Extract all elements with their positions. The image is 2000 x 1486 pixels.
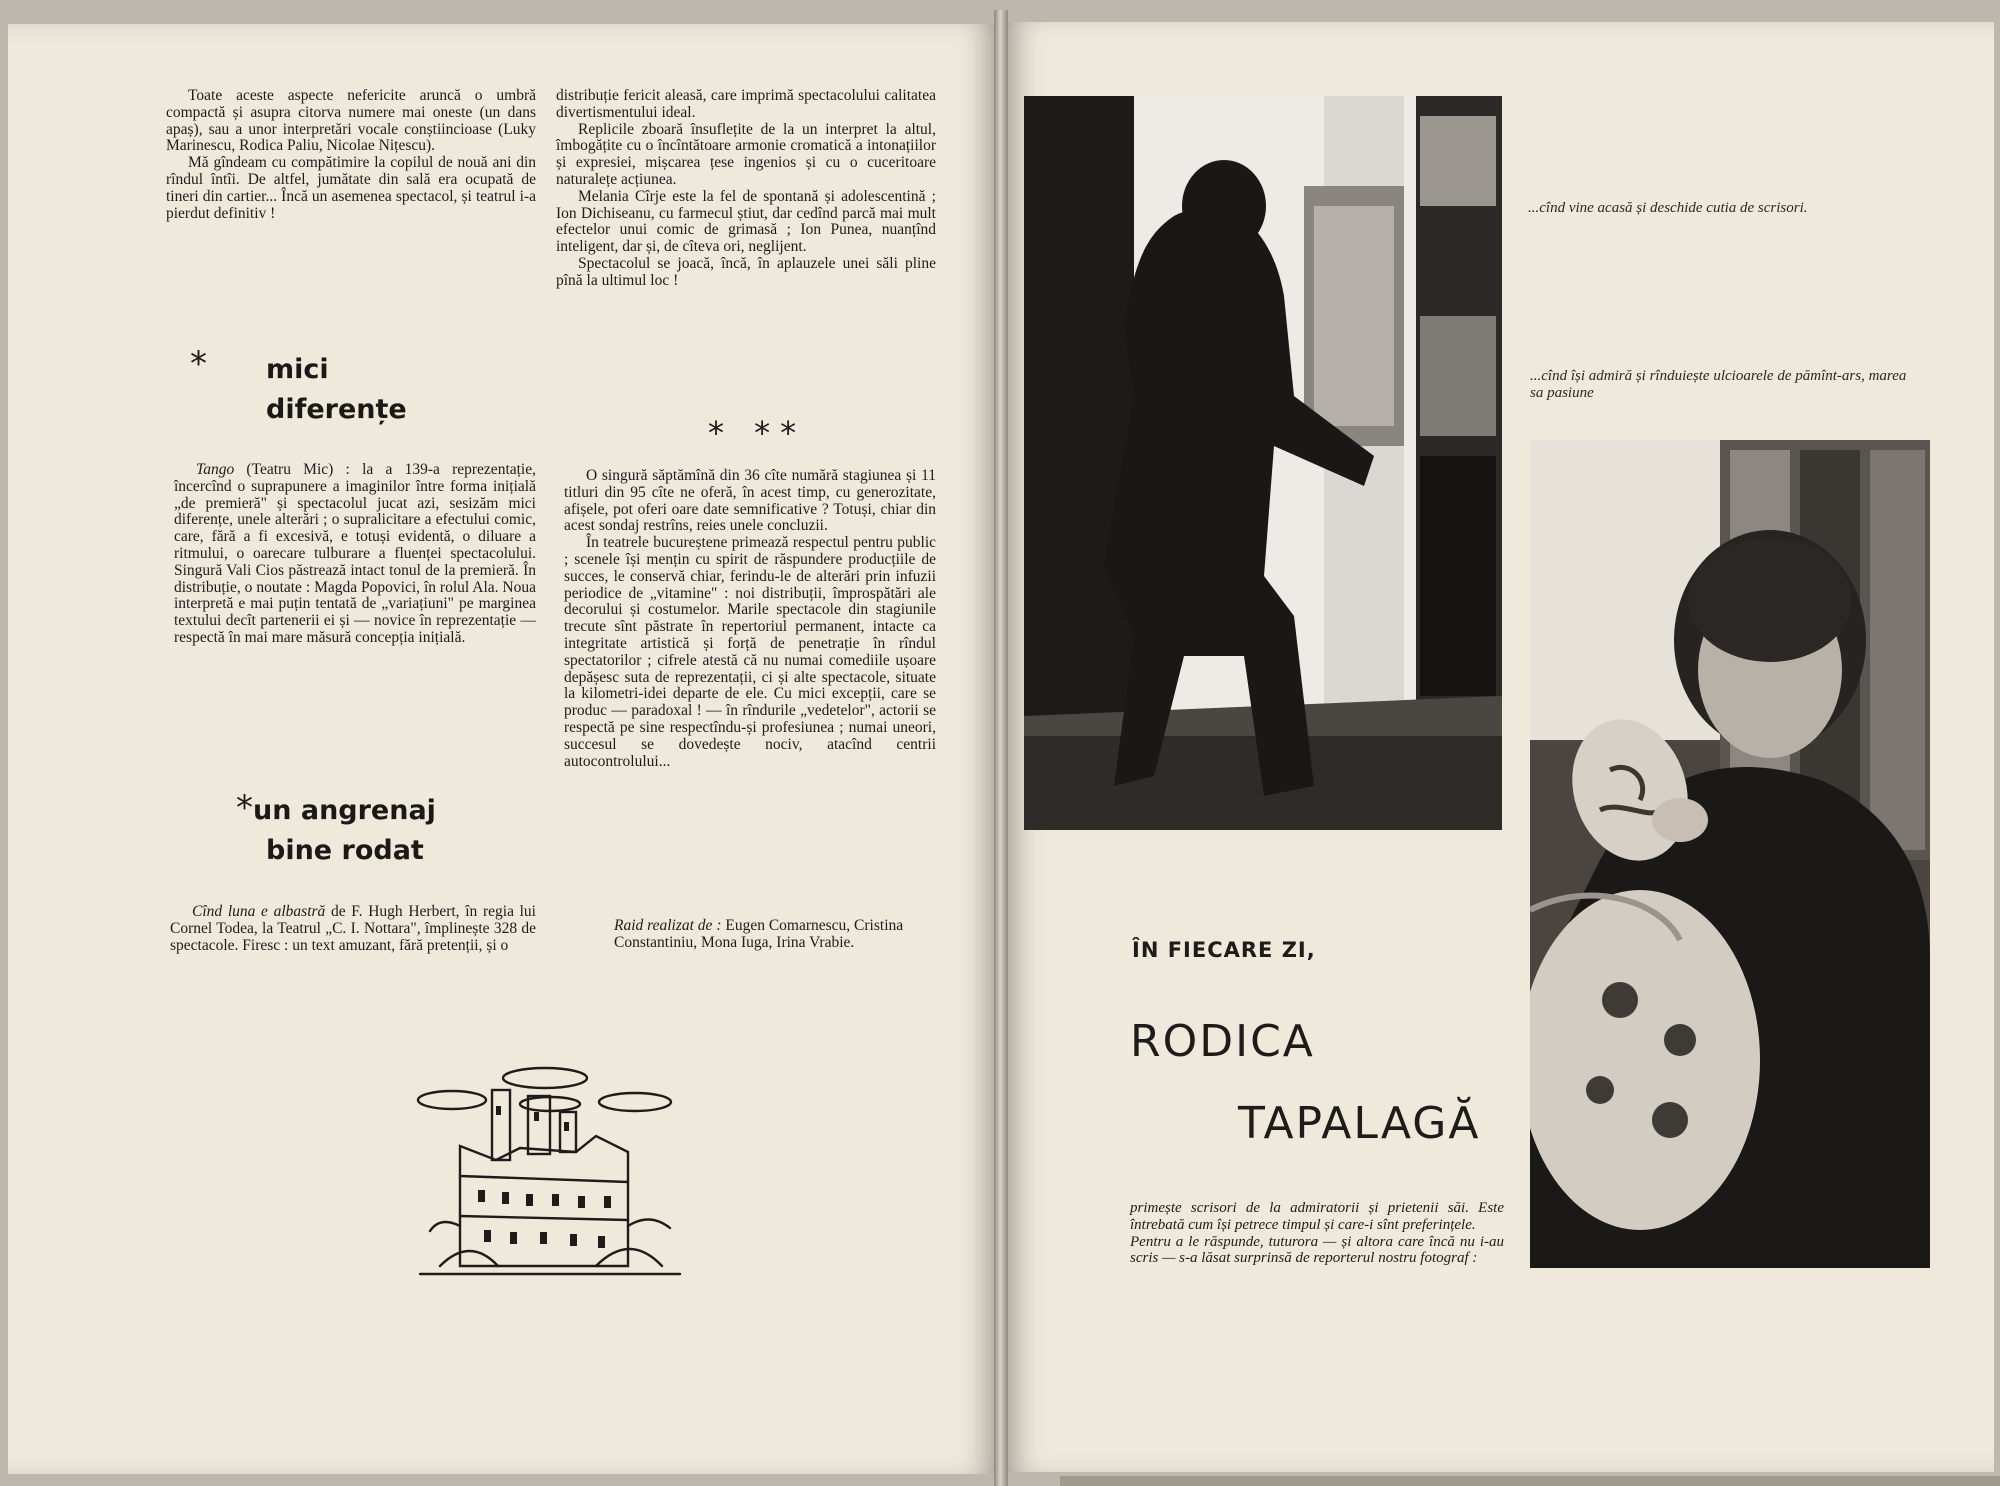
section-divider-asterisks: * ** bbox=[708, 414, 807, 452]
play-title: Cînd luna e albastră bbox=[192, 903, 326, 920]
paragraph: În teatrele bucureștene primează respectul pentru public ; scenele își mențin cu spirit de răspundere producțiile de succes, le conservă chiar, ferindu-le de alterări prin infuzii periodice de „vitamine" : noi distribuții, împrospătări ale decorului și costumelor. Marile spectacole din stagiunile trecute sînt păstrate în repertoriul permanent, intacte ca integritate artistică și forță de penetrație în rîndul spectatorilor ; cifrele atestă că nu numai comediile ușoare depășesc suta de reprezentații, ci și alte spectacole, situate la kilometri-idei departe de ele. Cu mici excepții, care se produc — paradoxal ! — în rîndurile „vedetelor", actorii se respectă pe sine respectîndu-și profesiunea ; numai uneori, succesul se dovedește nociv, atacînd centrii autocontrolului... bbox=[564, 534, 936, 770]
credits-label: Raid realizat de : bbox=[614, 917, 722, 934]
paragraph: O singură săptămînă din 36 cîte numără stagiunea și 11 titluri din 95 cîte ne oferă, în acest timp, cu generozitate, afișele, pot oferi oare date semnificative ? Totuși, chiar din acest sondaj restrîns, reies unele concluzii. bbox=[564, 467, 936, 535]
castle-illustration bbox=[400, 1056, 690, 1286]
play-title: Tango bbox=[196, 461, 235, 478]
page-edge bbox=[1060, 1476, 2000, 1486]
star-ornament: * bbox=[236, 788, 253, 828]
article-title-line2: TAPALAGĂ bbox=[1238, 1098, 1481, 1149]
paragraph: primește scrisori de la admiratorii și prietenii săi. Este întrebată cum își petrece timpul și care-i sînt preferințele. bbox=[1130, 1200, 1504, 1233]
credits bbox=[614, 918, 934, 952]
heading-line: diferențe bbox=[266, 394, 407, 425]
paragraph: Mă gîndeam cu compătimire la copilul de nouă ani din rîndul întîi. De altfel, jumătate din sală era ocupată de tineri din cartier... Încă un asemenea spectacol, și teatrul i-a pierdut definitiv ! bbox=[166, 154, 536, 222]
heading-line: mici bbox=[266, 354, 329, 385]
section-cind-luna bbox=[170, 904, 536, 954]
star-ornament: * bbox=[190, 344, 207, 384]
photo-caption: ...cînd vine acasă și deschide cutia de scrisori. bbox=[1528, 200, 1808, 216]
photo-pottery bbox=[1530, 440, 1930, 1268]
section-tango bbox=[174, 462, 536, 647]
column-2-intro bbox=[556, 88, 936, 290]
paragraph: Pentru a le răspunde, tuturora — și altora care încă nu i-au scris — s-a lăsat surprinsă de reporterul nostru fotograf : bbox=[1130, 1233, 1504, 1267]
article-title-line1: RODICA bbox=[1130, 1016, 1315, 1067]
photo-mailbox bbox=[1024, 96, 1502, 830]
paragraph: Replicile zboară însuflețite de la un interpret la altul, îmbogățite cu o încîntătoare armonie cromatică a intonațiilor și expresiei, mișcarea țese ingenios și cu o cuceritoare naturalețe acțiunea. bbox=[556, 120, 936, 188]
photo-caption: ...cînd își admiră și rînduiește ulcioarele de pămînt-ars, marea sa pasiune bbox=[1530, 368, 1907, 401]
heading-line: bine rodat bbox=[266, 835, 424, 866]
heading-mici-diferente bbox=[190, 344, 407, 430]
heading-angrenaj-bine-rodat bbox=[236, 788, 436, 871]
paragraph: Spectacolul se joacă, încă, în aplauzele unei săli pline pînă la ultimul loc ! bbox=[556, 254, 936, 289]
paragraph: Toate aceste aspecte nefericite aruncă o umbră compactă și asupra citorva numere mai oneste (un dans apaș), sau a unor interpretări vocale conștiincioase (Luky Marinescu, Rodica Paliu, Nicolae Nițescu). bbox=[166, 87, 536, 155]
column-1-intro bbox=[166, 88, 536, 222]
article-intro bbox=[1130, 1200, 1504, 1267]
section-conclusions bbox=[564, 468, 936, 770]
heading-line: un angrenaj bbox=[253, 795, 436, 826]
book-gutter bbox=[994, 10, 1008, 1486]
article-kicker: ÎN FIECARE ZI, bbox=[1132, 938, 1316, 962]
paragraph: Melania Cîrje este la fel de spontană și adolescentină ; Ion Dichiseanu, cu farmecul știut, dar cedînd parcă mai mult efectelor unui comic de grimasă ; Ion Punea, nuanțînd inteligent, dar și, de cîteva ori, neglijent. bbox=[556, 187, 936, 256]
paragraph: (Teatru Mic) : la a 139-a reprezentație, încercînd o suprapunere a imaginilor între forma inițială „de premieră" și spectacolul jucat azi, sesizăm mici diferențe, unele alterări ; o supralicitare a efectului comic, care, fără a fi excesivă, e totuși evidentă, o diluare a ritmului, o oarecare tulburare a fluenței spectacolului. Singură Vali Cios păstrează intact tonul de la premieră. În distribuție, o noutate : Magda Popovici, în rolul Ala. Noua interpretă e mai puțin tentată de „variațiuni" pe marginea textului decît partenerii ei și — novice în reprezentație — respectă în mai mare măsură concepția inițială. bbox=[174, 461, 536, 646]
paragraph: distribuție fericit aleasă, care imprimă spectacolului calitatea divertismentului ideal. bbox=[556, 87, 936, 121]
credits-names: Eugen Comarnescu, Cristina Constantiniu, Mona Iuga, Irina Vrabie. bbox=[614, 917, 904, 951]
paragraph: de F. Hugh Herbert, în regia lui Cornel Todea, la Teatrul „C. I. Nottara", împlinește 328 de spectacole. Firesc : un text amuzant, fără pretenții, și o bbox=[170, 903, 536, 954]
